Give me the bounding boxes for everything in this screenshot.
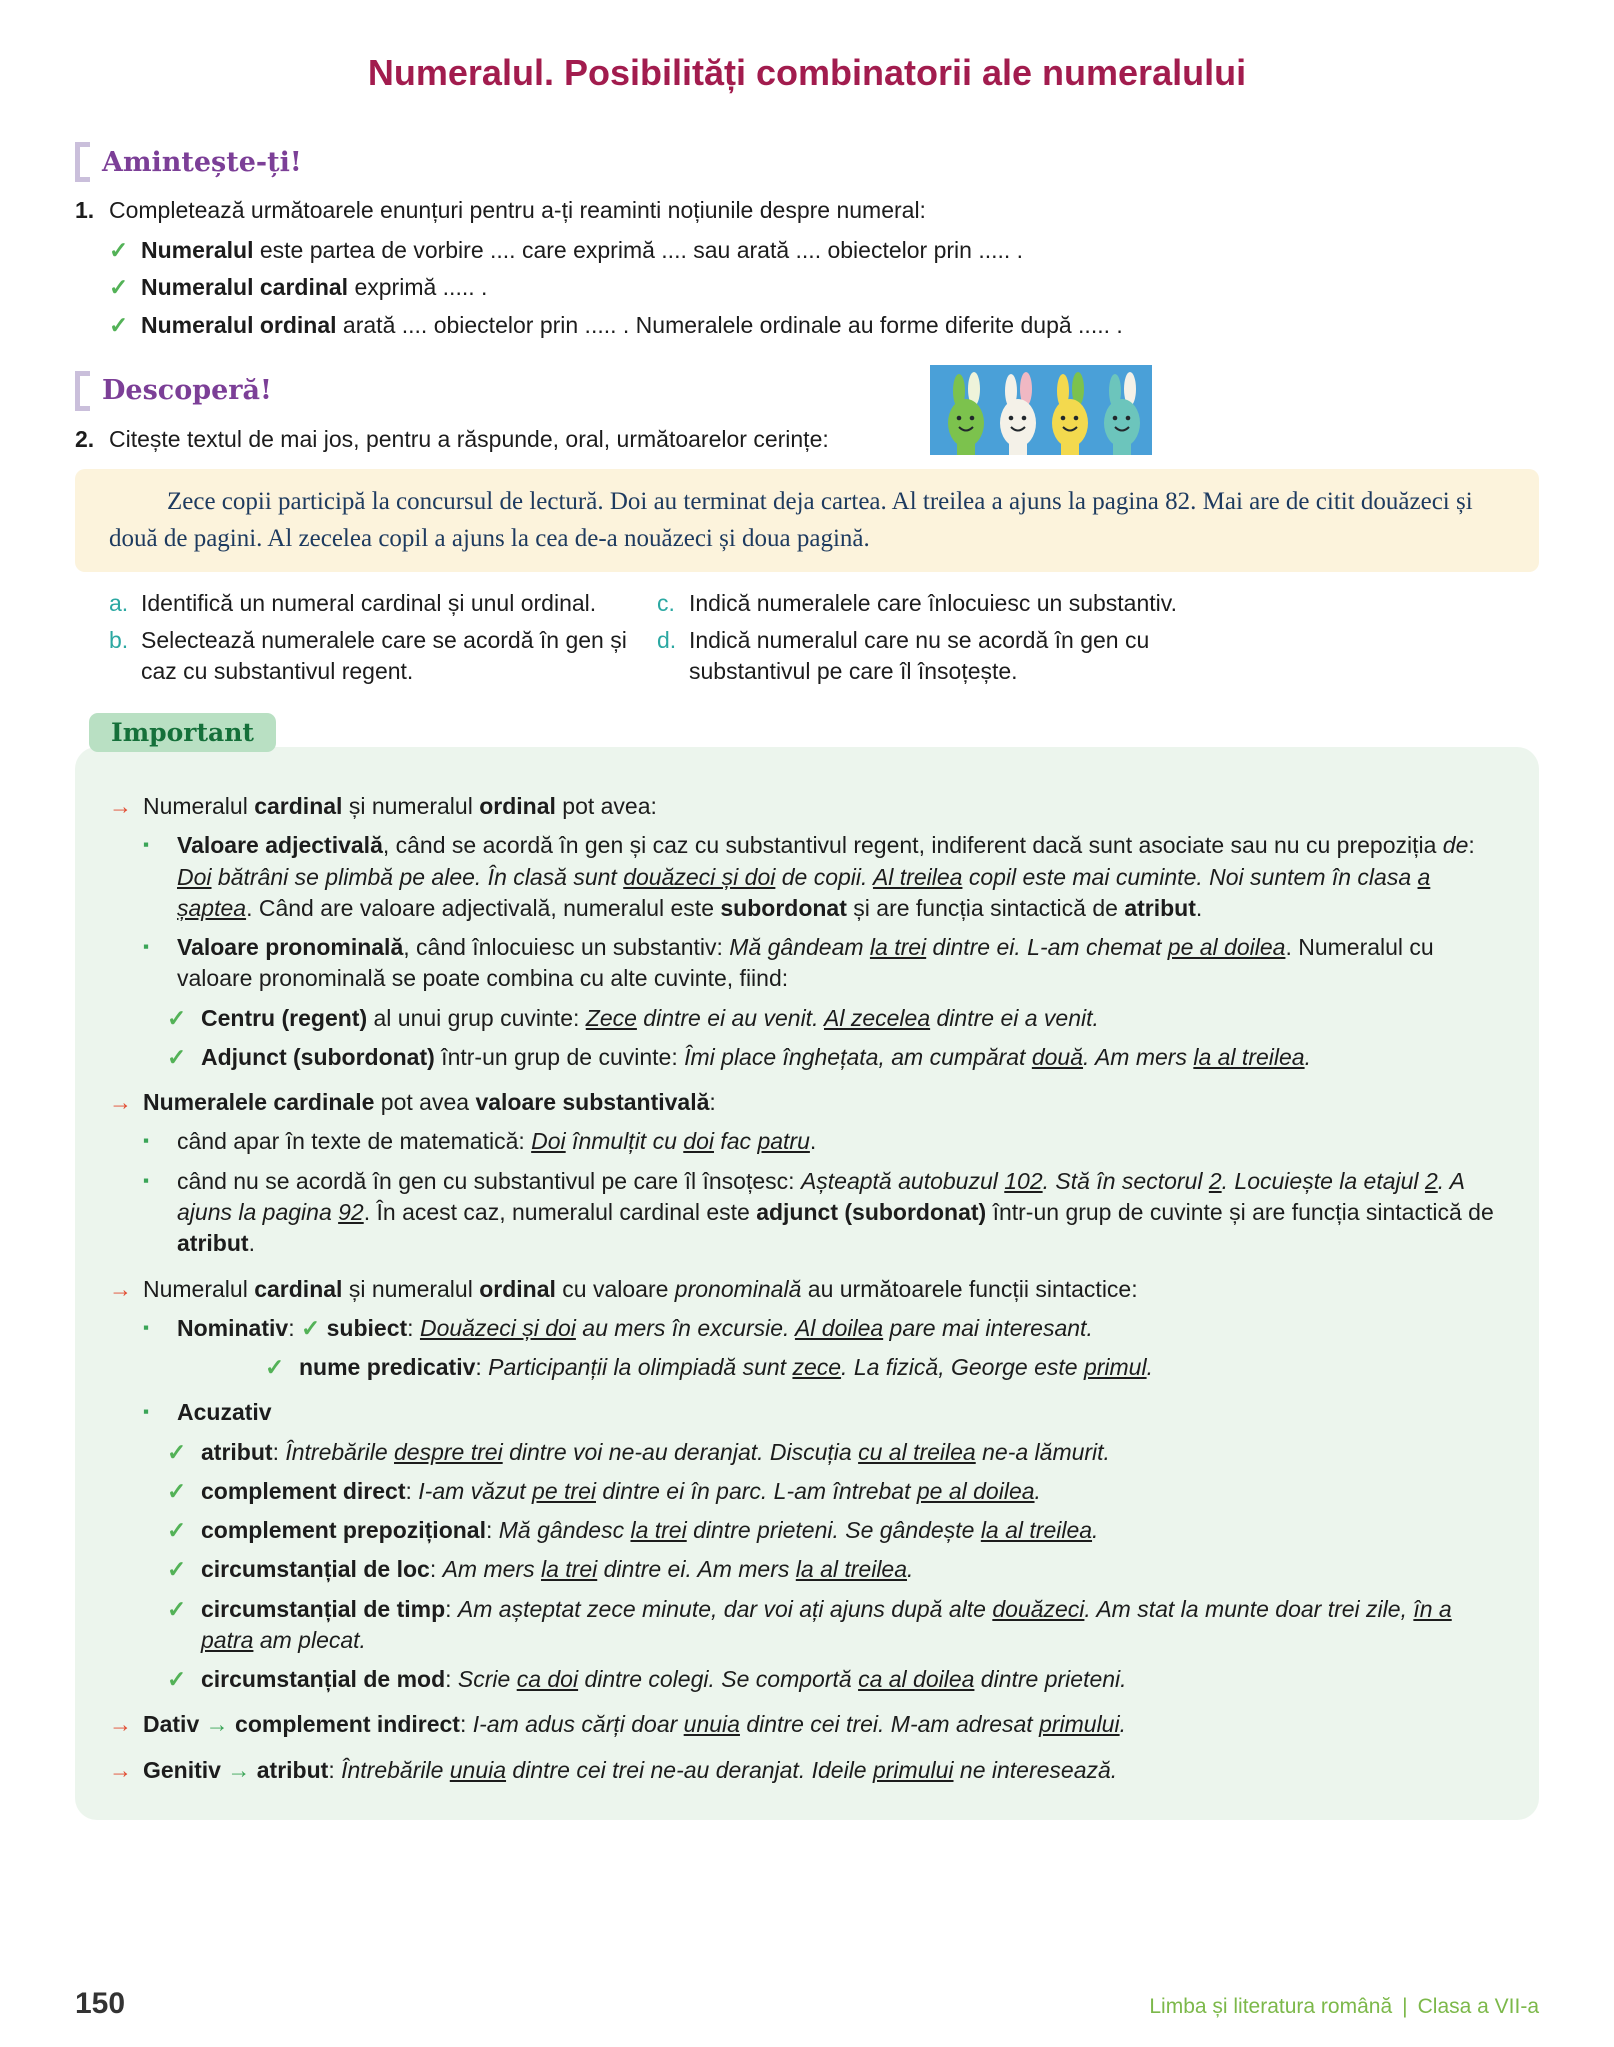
list-item-text: Numeralul cardinal exprimă ..... .: [141, 274, 488, 301]
question-d: [657, 625, 1219, 687]
exercise-1: [75, 194, 1539, 226]
important-item: [167, 1042, 1505, 1073]
important-item-text: Acuzativ: [177, 1399, 272, 1426]
question-letter: a.: [109, 589, 129, 616]
bullet-icon: ▪: [143, 1317, 150, 1337]
important-item: [109, 791, 1505, 822]
footer-caption: [1149, 1995, 1539, 2019]
check-icon: ✓: [167, 1004, 187, 1031]
page-footer: [75, 1987, 1539, 2021]
discover-header-row: [75, 371, 1539, 411]
section-important: [75, 713, 1539, 1820]
important-item-text: când apar în texte de matematică: Doi înmulțit cu doi fac patru.: [177, 1128, 817, 1155]
check-icon: ✓: [167, 1438, 187, 1465]
important-item-text: Numeralul cardinal și numeralul ordinal pot avea:: [143, 793, 657, 820]
important-item-text: Numeralul cardinal și numeralul ordinal cu valoare pronominală au următoarele funcții sintactice:: [143, 1275, 1138, 1302]
question-letter: c.: [657, 589, 675, 616]
list-item: [109, 309, 1539, 341]
check-icon: ✓: [109, 274, 129, 301]
important-item: [109, 1755, 1505, 1786]
bullet-icon: ▪: [143, 1402, 150, 1422]
important-item-text: circumstanțial de mod: Scrie ca doi dintre colegi. Se comportă ca al doilea dintre prieteni.: [201, 1666, 1127, 1693]
question-text: Indică numeralele care înlocuiesc un substantiv.: [689, 589, 1177, 616]
painted-hands-image: [930, 365, 1152, 455]
list-item-text: Numeralul ordinal arată .... obiectelor prin ..... . Numeralele ordinale au forme diferite după ..... .: [141, 311, 1123, 338]
section-remember: [75, 142, 1539, 341]
footer-divider: |: [1402, 1995, 1408, 2018]
important-item: [167, 1476, 1505, 1507]
arrow-icon: →: [109, 1711, 132, 1738]
important-item-text: complement direct: I-am văzut pe trei dintre ei în parc. L-am întrebat pe al doilea.: [201, 1477, 1041, 1504]
important-item: [109, 1274, 1505, 1305]
check-icon: ✓: [167, 1556, 187, 1583]
important-item: [167, 1554, 1505, 1585]
important-item-text: Centru (regent) al unui grup cuvinte: Zece dintre ei au venit. Al zecelea dintre ei a venit.: [201, 1004, 1099, 1031]
question-text: Selectează numeralele care se acordă în gen și caz cu substantivul regent.: [141, 626, 627, 685]
bullet-icon: ▪: [143, 937, 150, 957]
bullet-icon: ▪: [143, 1170, 150, 1190]
important-item-text: Numeralele cardinale pot avea valoare substantivală:: [143, 1089, 716, 1116]
important-item: [143, 1166, 1505, 1260]
check-icon: ✓: [109, 311, 129, 338]
check-icon: ✓: [167, 1666, 187, 1693]
important-item: [265, 1352, 1505, 1383]
bracket-decoration-icon: [75, 371, 90, 411]
check-icon: ✓: [167, 1477, 187, 1504]
important-item: [143, 1126, 1505, 1157]
bullet-icon: ▪: [143, 1131, 150, 1151]
page-title: Numeralul. Posibilități combinatorii ale numeralului: [367, 52, 1247, 93]
important-item: [167, 1515, 1505, 1546]
exercise-2: [75, 423, 1539, 455]
section-discover: [75, 371, 1539, 687]
question-text: Identifică un numeral cardinal și unul ordinal.: [141, 589, 597, 616]
footer-class: Clasa a VII-a: [1417, 1995, 1539, 2018]
check-icon: ✓: [265, 1354, 285, 1381]
important-item-text: Genitiv → atribut: Întrebările unuia dintre cei trei ne-au deranjat. Ideile primului ne interesează.: [143, 1756, 1118, 1783]
check-icon: ✓: [167, 1517, 187, 1544]
question-a: [109, 588, 629, 619]
important-item: [109, 1709, 1505, 1740]
important-item: [167, 1437, 1505, 1468]
important-item-text: circumstanțial de loc: Am mers la trei dintre ei. Am mers la al treilea.: [201, 1556, 914, 1583]
important-item-text: când nu se acordă în gen cu substantivul pe care îl însoțesc: Așteaptă autobuzul 102. Stă în sectorul 2. Locuiește la etajul 2. A ajuns la pagina 92. În acest caz, numeralul cardinal este adjunct (subordonat) într-un grup de cuvinte și are funcția sintactică de atribut.: [177, 1167, 1494, 1257]
question-letter: d.: [657, 626, 677, 653]
check-icon: ✓: [167, 1595, 187, 1622]
exercise-2-intro: Citește textul de mai jos, pentru a răspunde, oral, următoarelor cerințe:: [109, 425, 829, 452]
question-text: Indică numeralul care nu se acordă în gen cu substantivul pe care îl însoțește.: [689, 626, 1150, 685]
page-number: 150: [75, 1987, 126, 2020]
bullet-icon: ▪: [143, 835, 150, 855]
check-icon: ✓: [109, 237, 129, 264]
reading-passage: Zece copii participă la concursul de lectură. Doi au terminat deja cartea. Al treilea a ajuns la pagina 82. Mai are de citit douăzeci și două de pagini. Al zecelea copil a ajuns la cea de-a nouăzeci și doua pagină.: [75, 469, 1539, 572]
remember-list: [75, 234, 1539, 341]
question-list: [75, 588, 1539, 687]
important-item: [143, 1313, 1505, 1344]
exercise-1-intro: Completează următoarele enunțuri pentru a-ți reaminti noțiunile despre numeral:: [109, 197, 926, 223]
discover-header: Descoperă!: [102, 375, 272, 407]
important-item-text: nume predicativ: Participanții la olimpiadă sunt zece. La fizică, George este primul.: [299, 1354, 1153, 1381]
important-item-text: Nominativ: ✓ subiect: Douăzeci și doi au mers în excursie. Al doilea pare mai interesant.: [177, 1314, 1093, 1341]
important-item: [109, 1087, 1505, 1118]
important-box: [75, 747, 1539, 1820]
important-item-text: Valoare adjectivală, când se acordă în gen și caz cu substantivul regent, indiferent dacă sunt asociate sau nu cu prepoziția de: Doi bătrâni se plimbă pe alee. În clasă sunt douăzeci și doi de copii. Al treilea copil este mai cuminte. Noi suntem în clasa a șaptea. Când are valoare adjectivală, numeralul este subordonat și are funcția sintactică de atribut.: [177, 832, 1475, 921]
important-item-text: Dativ → complement indirect: I-am adus cărți doar unuia dintre cei trei. M-am adresat primului.: [143, 1711, 1126, 1738]
important-item-text: complement prepozițional: Mă gândesc la trei dintre prieteni. Se gândește la al treilea.: [201, 1517, 1099, 1544]
important-item-text: Valoare pronominală, când înlocuiesc un substantiv: Mă gândeam la trei dintre ei. L-am chemat pe al doilea. Numeralul cu valoare pronominală se poate combina cu alte cuvinte, fiind:: [177, 934, 1434, 992]
list-item: [109, 271, 1539, 303]
important-item-text: Adjunct (subordonat) într-un grup de cuvinte: Îmi place înghețata, am cumpărat două. Am mers la al treilea.: [201, 1043, 1311, 1070]
arrow-icon: →: [109, 1275, 132, 1302]
remember-header-row: [75, 142, 1539, 182]
important-item-text: circumstanțial de timp: Am așteptat zece minute, dar voi ați ajuns după alte douăzeci. Am stat la munte doar trei zile, în a patra am plecat.: [201, 1595, 1452, 1653]
important-item-text: atribut: Întrebările despre trei dintre voi ne-au deranjat. Discuția cu al treilea ne-a lămurit.: [201, 1438, 1110, 1465]
remember-header: Amintește-ți!: [102, 146, 302, 178]
question-b: [109, 625, 629, 687]
important-item: [143, 932, 1505, 995]
exercise-1-number: 1.: [75, 197, 95, 223]
important-item: [167, 1003, 1505, 1034]
important-item: [167, 1594, 1505, 1657]
question-letter: b.: [109, 626, 129, 653]
question-c: [657, 588, 1219, 619]
important-item: [167, 1664, 1505, 1695]
list-item: [109, 234, 1539, 266]
list-item-text: Numeralul este partea de vorbire .... care exprimă .... sau arată .... obiectelor prin ..... .: [141, 237, 1024, 264]
exercise-2-number: 2.: [75, 425, 95, 452]
important-badge: Important: [89, 713, 276, 752]
important-item: [143, 830, 1505, 924]
arrow-icon: →: [109, 793, 132, 820]
arrow-icon: →: [109, 1089, 132, 1116]
footer-subject: Limba și literatura română: [1149, 1995, 1393, 2018]
important-item: [143, 1397, 1505, 1428]
arrow-icon: →: [109, 1756, 132, 1783]
check-icon: ✓: [167, 1043, 187, 1070]
bracket-decoration-icon: [75, 142, 90, 182]
